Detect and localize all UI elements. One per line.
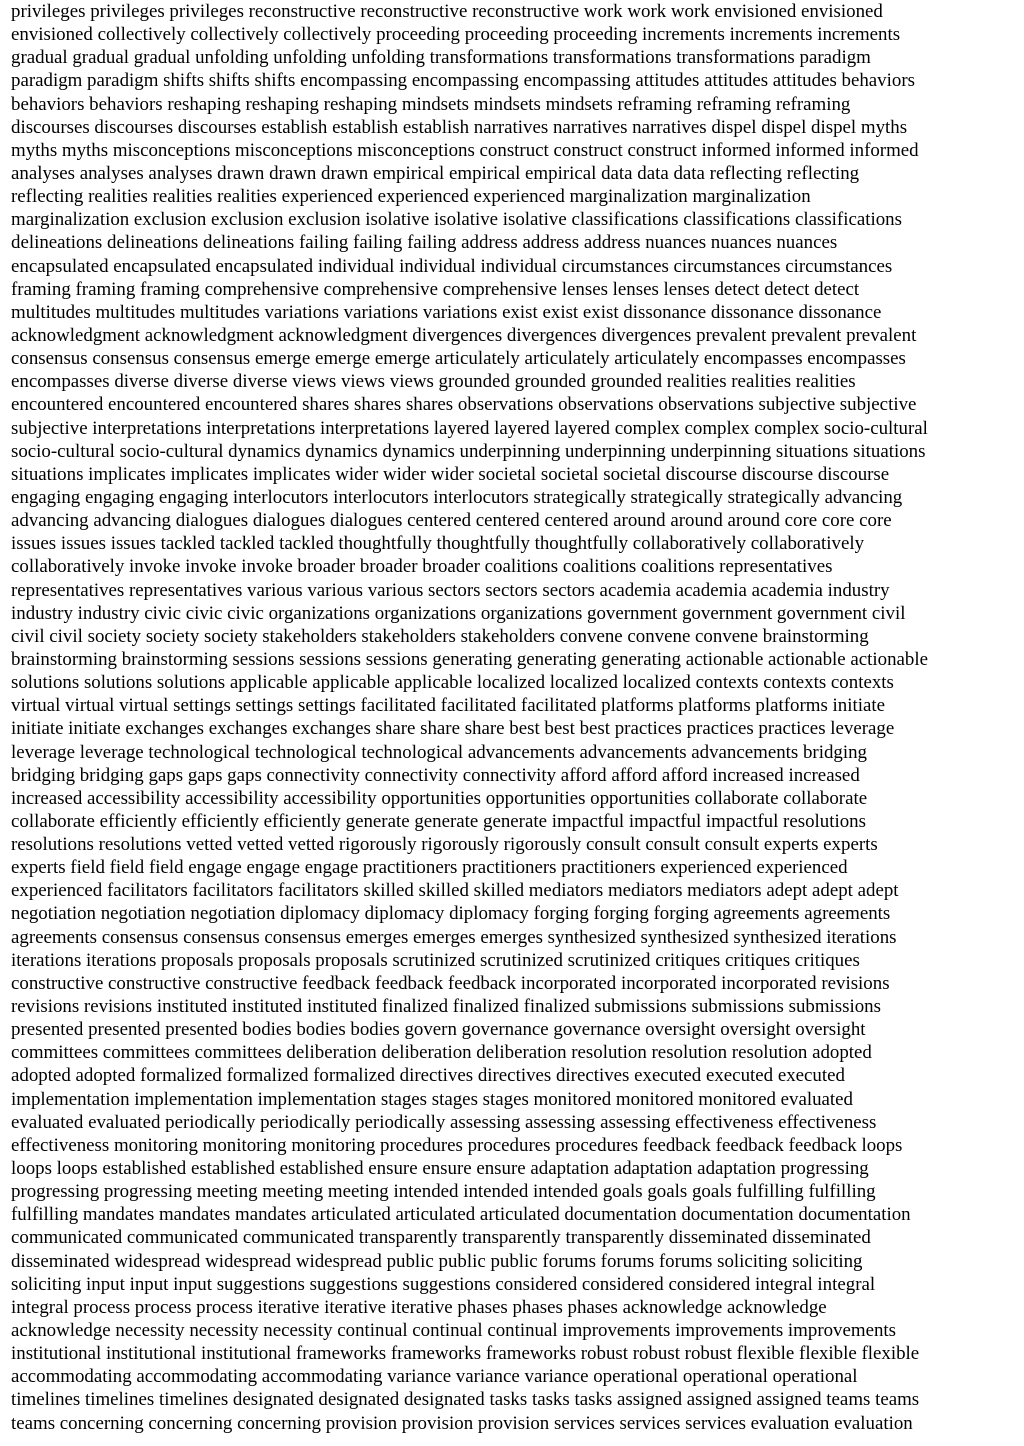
text-line: iterations iterations proposals proposals proposals scrutinized scrutinized scrutinized critiques critiques critiques bbox=[11, 949, 860, 971]
text-line: negotiation negotiation negotiation diplomacy diplomacy diplomacy forging forging forging agreements agreements bbox=[11, 903, 891, 925]
text-line: paradigm paradigm shifts shifts shifts encompassing encompassing encompassing attitudes attitudes attitudes behaviors bbox=[11, 70, 915, 92]
text-line: behaviors behaviors reshaping reshaping reshaping mindsets mindsets mindsets reframing reframing reframing bbox=[11, 93, 851, 115]
text-line: acknowledgment acknowledgment acknowledgment divergences divergences divergences prevalent prevalent prevalent bbox=[11, 324, 917, 346]
text-line: envisioned collectively collectively collectively proceeding proceeding proceeding increments increments increments bbox=[11, 24, 901, 46]
text-line: subjective interpretations interpretations interpretations layered layered layered complex complex complex socio-cultural bbox=[11, 417, 928, 439]
text-line: progressing progressing meeting meeting meeting intended intended intended goals goals goals fulfilling fulfilling bbox=[11, 1181, 876, 1203]
text-line: engaging engaging engaging interlocutors interlocutors interlocutors strategically strategically strategically advancing bbox=[11, 486, 903, 508]
text-line: acknowledge necessity necessity necessity continual continual continual improvements improvements improvements bbox=[11, 1320, 897, 1342]
text-line: issues issues issues tackled tackled tackled thoughtfully thoughtfully thoughtfully collaboratively collaboratively bbox=[11, 533, 865, 555]
text-line: timelines timelines timelines designated designated designated tasks tasks tasks assigned assigned assigned teams teams bbox=[11, 1389, 920, 1411]
text-line: marginalization exclusion exclusion exclusion isolative isolative isolative classifications classifications classifications bbox=[11, 209, 902, 231]
text-line: gradual gradual gradual unfolding unfolding unfolding transformations transformations transformations paradigm bbox=[11, 47, 871, 69]
text-line: effectiveness monitoring monitoring monitoring procedures procedures procedures feedback feedback feedback loops bbox=[11, 1134, 903, 1156]
text-line: experts field field field engage engage engage practitioners practitioners practitioners experienced experienced bbox=[11, 857, 848, 879]
text-line: discourses discourses discourses establish establish establish narratives narratives narratives dispel dispel dispel myths bbox=[11, 116, 908, 138]
text-line: representatives representatives various various various sectors sectors sectors academia academia academia industry bbox=[11, 579, 890, 601]
text-line: experienced facilitators facilitators facilitators skilled skilled skilled mediators mediators mediators adept adept adept bbox=[11, 880, 899, 902]
text-line: presented presented presented bodies bodies bodies govern governance governance oversight oversight oversight bbox=[11, 1019, 866, 1041]
text-line: socio-cultural socio-cultural dynamics dynamics dynamics underpinning underpinning underpinning situations situations bbox=[11, 440, 926, 462]
text-line: implementation implementation implementation stages stages stages monitored monitored monitored evaluated bbox=[11, 1088, 854, 1110]
text-line: evaluated evaluated periodically periodically periodically assessing assessing assessing effectiveness effectiveness bbox=[11, 1111, 877, 1133]
text-line: encapsulated encapsulated encapsulated individual individual individual circumstances circumstances circumstances bbox=[11, 255, 893, 277]
text-line: loops loops established established established ensure ensure ensure adaptation adaptation adaptation progressing bbox=[11, 1158, 869, 1180]
text-line: advancing advancing dialogues dialogues dialogues centered centered centered around around around core core core bbox=[11, 510, 892, 532]
text-line: privileges privileges privileges reconstructive reconstructive reconstructive work work work envisioned envisioned bbox=[11, 1, 883, 22]
text-line: virtual virtual virtual settings settings settings facilitated facilitated facilitated platforms platforms platforms initiate bbox=[11, 695, 885, 717]
text-line: industry industry civic civic civic organizations organizations organizations government government government civil bbox=[11, 602, 906, 624]
text-line: bridging bridging gaps gaps gaps connectivity connectivity connectivity afford afford afford increased increased bbox=[11, 764, 860, 786]
text-line: institutional institutional institutional frameworks frameworks frameworks robust robust robust flexible flexible flexible bbox=[11, 1343, 920, 1365]
text-line: accommodating accommodating accommodating variance variance variance operational operational operational bbox=[11, 1366, 858, 1388]
text-line: adopted adopted formalized formalized formalized directives directives directives executed executed executed bbox=[11, 1065, 845, 1087]
text-line: reflecting realities realities realities experienced experienced experienced marginalization marginalization bbox=[11, 186, 811, 208]
text-line: encountered encountered encountered shares shares shares observations observations observations subjective subjective bbox=[11, 394, 917, 416]
text-line: leverage leverage technological technological technological advancements advancements advancements bridging bbox=[11, 741, 868, 763]
text-line: disseminated widespread widespread widespread public public public forums forums forums soliciting soliciting bbox=[11, 1250, 863, 1272]
text-line: fulfilling mandates mandates mandates articulated articulated articulated documentation documentation documentation bbox=[11, 1204, 911, 1226]
text-line: increased accessibility accessibility accessibility opportunities opportunities opportunities collaborate collaborate bbox=[11, 787, 868, 809]
text-line: framing framing framing comprehensive comprehensive comprehensive lenses lenses lenses detect detect detect bbox=[11, 278, 860, 300]
text-line: initiate initiate exchanges exchanges exchanges share share share best best best practices practices practices leverage bbox=[11, 718, 895, 740]
text-line: multitudes multitudes multitudes variations variations variations exist exist exist dissonance dissonance dissonance bbox=[11, 301, 882, 323]
text-line: brainstorming brainstorming sessions sessions sessions generating generating generating actionable actionable actionable bbox=[11, 648, 929, 670]
text-line: communicated communicated communicated transparently transparently transparently disseminated disseminated bbox=[11, 1227, 871, 1249]
text-line: revisions revisions instituted instituted instituted finalized finalized finalized submissions submissions submissions bbox=[11, 996, 881, 1018]
text-line: solutions solutions solutions applicable applicable applicable localized localized localized contexts contexts contexts bbox=[11, 672, 894, 694]
text-line: agreements consensus consensus consensus emerges emerges emerges synthesized synthesized synthesized iterations bbox=[11, 926, 897, 948]
text-line: resolutions resolutions vetted vetted vetted rigorously rigorously rigorously consult consult consult experts experts bbox=[11, 834, 878, 856]
text-line: civil civil society society society stakeholders stakeholders stakeholders convene convene convene brainstorming bbox=[11, 625, 869, 647]
text-line: collaborate efficiently efficiently efficiently generate generate generate impactful impactful impactful resolutions bbox=[11, 810, 866, 832]
text-line: constructive constructive constructive feedback feedback feedback incorporated incorporated incorporated revisions bbox=[11, 972, 890, 994]
text-line: situations implicates implicates implicates wider wider wider societal societal societal discourse discourse discourse bbox=[11, 463, 890, 485]
text-line: committees committees committees deliberation deliberation deliberation resolution resolution resolution adopted bbox=[11, 1042, 872, 1064]
text-line: consensus consensus consensus emerge emerge emerge articulately articulately articulately encompasses encompasses bbox=[11, 348, 906, 370]
text-line: myths myths misconceptions misconceptions misconceptions construct construct construct informed informed informed bbox=[11, 139, 919, 161]
text-line: teams concerning concerning concerning provision provision provision services services services evaluation evaluation bbox=[11, 1412, 913, 1434]
text-line: encompasses diverse diverse diverse views views views grounded grounded grounded realities realities realities bbox=[11, 371, 856, 393]
text-line: collaboratively invoke invoke invoke broader broader broader coalitions coalitions coalitions representatives bbox=[11, 556, 833, 578]
text-line: integral process process process iterative iterative iterative phases phases phases acknowledge acknowledge bbox=[11, 1296, 827, 1318]
text-line: delineations delineations delineations failing failing failing address address address nuances nuances nuances bbox=[11, 232, 838, 254]
text-line: soliciting input input input suggestions suggestions suggestions considered considered considered integral integral bbox=[11, 1273, 876, 1295]
text-line: analyses analyses analyses drawn drawn drawn empirical empirical empirical data data data reflecting reflecting bbox=[11, 162, 860, 184]
